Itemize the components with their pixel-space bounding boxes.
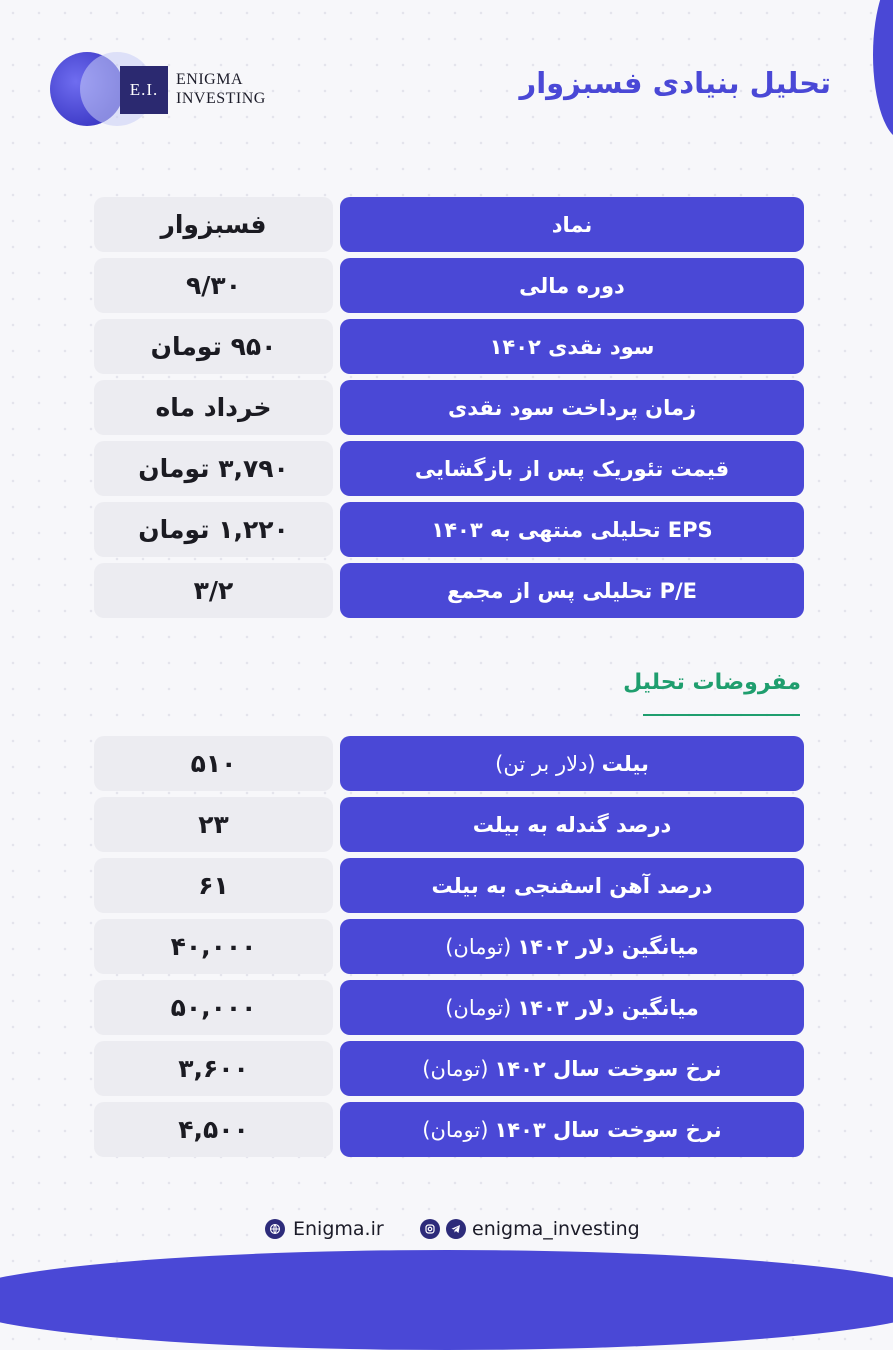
row-label-unit: (دلار بر تن) (495, 751, 596, 776)
row-value: ۶۱ (94, 858, 333, 913)
logo-mark: E.I. (120, 66, 168, 114)
table-row (94, 258, 804, 313)
row-value: ۴,۵۰۰ (94, 1102, 333, 1157)
row-label-text: نرخ سوخت سال ۱۴۰۳ (494, 1117, 722, 1142)
logo-line-1: ENIGMA (176, 71, 243, 88)
logo-wordmark (176, 70, 266, 108)
social-handle-text: enigma_investing (472, 1218, 640, 1240)
decorative-bottom-curve (0, 1250, 893, 1350)
row-label-text: درصد آهن اسفنجی به بیلت (431, 873, 713, 898)
row-value: ۵۱۰ (94, 736, 333, 791)
table-row (94, 1041, 804, 1096)
row-label (340, 736, 804, 791)
heading-underline (643, 714, 800, 716)
logo-line-2: INVESTING (176, 90, 266, 107)
row-value: ۹/۳۰ (94, 258, 333, 313)
table-row (94, 797, 804, 852)
row-label-text: بیلت (601, 751, 649, 776)
row-label-text: درصد گندله به بیلت (472, 812, 672, 837)
row-label (340, 858, 804, 913)
row-label-unit: (تومان) (422, 1117, 489, 1142)
table-row (94, 441, 804, 496)
row-label: سود نقدی ۱۴۰۲ (340, 319, 804, 374)
row-label (340, 1041, 804, 1096)
table-row (94, 563, 804, 618)
row-value: ۳,۶۰۰ (94, 1041, 333, 1096)
row-label-unit: (تومان) (422, 1056, 489, 1081)
row-value: ۴۰,۰۰۰ (94, 919, 333, 974)
table-row (94, 1102, 804, 1157)
decorative-corner-curve (873, 0, 893, 140)
row-value: ۵۰,۰۰۰ (94, 980, 333, 1035)
row-value: خرداد ماه (94, 380, 333, 435)
row-label: P/E تحلیلی پس از مجمع (340, 563, 804, 618)
row-label: زمان پرداخت سود نقدی (340, 380, 804, 435)
table-row (94, 858, 804, 913)
website-text: Enigma.ir (293, 1218, 384, 1240)
row-label-unit: (تومان) (445, 934, 512, 959)
row-label: نماد (340, 197, 804, 252)
footer (0, 1218, 893, 1248)
table-row (94, 502, 804, 557)
row-label-unit: (تومان) (445, 995, 512, 1020)
row-label: EPS تحلیلی منتهی به ۱۴۰۳ (340, 502, 804, 557)
instagram-icon (420, 1219, 440, 1239)
row-value: فسبزوار (94, 197, 333, 252)
website-link[interactable] (265, 1218, 384, 1240)
row-label-text: میانگین دلار ۱۴۰۲ (517, 934, 699, 959)
row-value: ۹۵۰ تومان (94, 319, 333, 374)
brand-logo (50, 52, 290, 128)
row-label-text: نرخ سوخت سال ۱۴۰۲ (494, 1056, 722, 1081)
row-label (340, 797, 804, 852)
table-row (94, 919, 804, 974)
globe-icon (265, 1219, 285, 1239)
row-value: ۳,۷۹۰ تومان (94, 441, 333, 496)
table-row (94, 980, 804, 1035)
assumptions-heading: مفروضات تحلیل (623, 670, 801, 695)
telegram-icon (446, 1219, 466, 1239)
table-row (94, 197, 804, 252)
assumptions-table (94, 736, 804, 1163)
row-label-text: میانگین دلار ۱۴۰۳ (517, 995, 699, 1020)
table-row (94, 319, 804, 374)
row-value: ۲۳ (94, 797, 333, 852)
row-label (340, 1102, 804, 1157)
table-row (94, 380, 804, 435)
row-value: ۱,۲۲۰ تومان (94, 502, 333, 557)
row-label (340, 980, 804, 1035)
page-title: تحلیل بنیادی فسبزوار (519, 66, 831, 100)
fundamentals-table (94, 197, 804, 624)
row-label (340, 919, 804, 974)
social-link[interactable] (420, 1218, 640, 1240)
row-value: ۳/۲ (94, 563, 333, 618)
table-row (94, 736, 804, 791)
row-label: دوره مالی (340, 258, 804, 313)
row-label: قیمت تئوریک پس از بازگشایی (340, 441, 804, 496)
